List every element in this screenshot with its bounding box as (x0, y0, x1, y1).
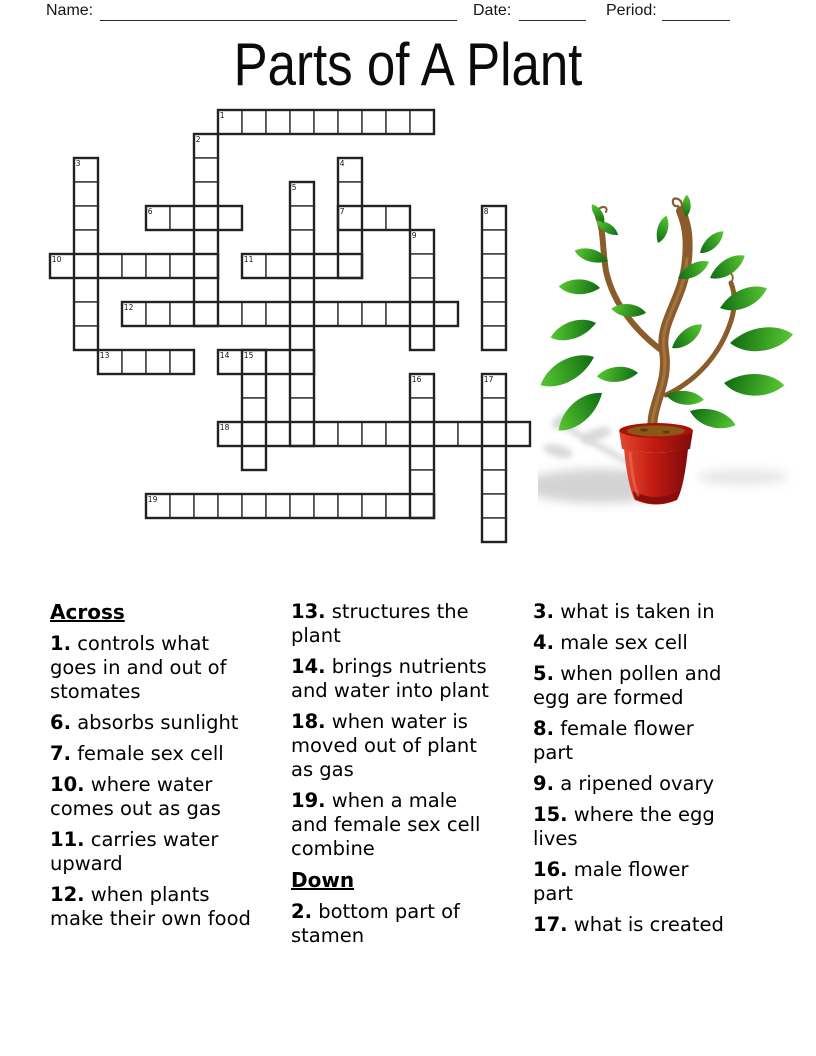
grid-cell-r16-c14[interactable] (386, 494, 410, 518)
cell-number-17: 17 (483, 375, 494, 384)
grid-cell-r9-c18[interactable] (482, 326, 506, 350)
clue-across-7: 7. female sex cell (50, 742, 224, 765)
grid-cell-r10-c10[interactable] (290, 350, 314, 374)
grid-cell-r11-c8[interactable] (242, 374, 266, 398)
grid-cell-r8-c10[interactable] (290, 302, 314, 326)
grid-cell-r9-c15[interactable] (410, 326, 434, 350)
grid-cell-r13-c13[interactable] (362, 422, 386, 446)
grid-cell-r6-c11[interactable] (314, 254, 338, 278)
grid-cell-r14-c8[interactable] (242, 446, 266, 470)
grid-cell-r5-c10[interactable] (290, 230, 314, 254)
cell-number-3: 3 (75, 159, 81, 168)
clue-down-5: 5. when pollen and egg are formed (533, 662, 722, 709)
grid-cell-r12-c15[interactable] (410, 398, 434, 422)
grid-cell-r16-c18[interactable] (482, 494, 506, 518)
grid-cell-r8-c9[interactable] (266, 302, 290, 326)
grid-cell-r6-c9[interactable] (266, 254, 290, 278)
grid-cell-r13-c15[interactable] (410, 422, 434, 446)
grid-cell-r0-c11[interactable] (314, 110, 338, 134)
cell-number-2: 2 (195, 135, 201, 144)
grid-cell-r10-c3[interactable] (122, 350, 146, 374)
grid-cell-r0-c8[interactable] (242, 110, 266, 134)
grid-cell-r13-c14[interactable] (386, 422, 410, 446)
grid-cell-r13-c12[interactable] (338, 422, 362, 446)
across-heading: Across (50, 600, 125, 624)
grid-cell-r7-c6[interactable] (194, 278, 218, 302)
grid-cell-r5-c6[interactable] (194, 230, 218, 254)
grid-cell-r10-c5[interactable] (170, 350, 194, 374)
grid-cell-r3-c12[interactable] (338, 182, 362, 206)
cell-number-11: 11 (243, 255, 254, 264)
grid-cell-r8-c14[interactable] (386, 302, 410, 326)
grid-cell-r7-c10[interactable] (290, 278, 314, 302)
grid-cell-r0-c10[interactable] (290, 110, 314, 134)
clues-column-2 (291, 600, 494, 955)
grid-cell-r12-c8[interactable] (242, 398, 266, 422)
grid-cell-r6-c15[interactable] (410, 254, 434, 278)
grid-cell-r8-c8[interactable] (242, 302, 266, 326)
grid-cell-r4-c14[interactable] (386, 206, 410, 230)
cell-number-9: 9 (411, 231, 417, 240)
grid-cell-r4-c5[interactable] (170, 206, 194, 230)
clue-across-12: 12. when plants make their own food (50, 883, 251, 930)
grid-cell-r4-c7[interactable] (218, 206, 242, 230)
grid-cell-r16-c12[interactable] (338, 494, 362, 518)
grid-cell-r6-c1[interactable] (74, 254, 98, 278)
clue-down-4: 4. male sex cell (533, 631, 688, 654)
plant-image (538, 183, 810, 513)
cell-number-8: 8 (483, 207, 489, 216)
grid-cell-r16-c10[interactable] (290, 494, 314, 518)
grid-cell-r9-c10[interactable] (290, 326, 314, 350)
grid-cell-r16-c9[interactable] (266, 494, 290, 518)
grid-cell-r13-c16[interactable] (434, 422, 458, 446)
grid-cell-r5-c1[interactable] (74, 230, 98, 254)
grid-cell-r13-c18[interactable] (482, 422, 506, 446)
grid-cell-r12-c18[interactable] (482, 398, 506, 422)
grid-cell-r8-c6[interactable] (194, 302, 218, 326)
clues-column-1 (50, 600, 255, 938)
clue-across-6: 6. absorbs sunlight (50, 711, 239, 734)
grid-cell-r6-c3[interactable] (122, 254, 146, 278)
grid-cell-r0-c14[interactable] (386, 110, 410, 134)
cell-number-15: 15 (243, 351, 254, 360)
grid-cell-r16-c11[interactable] (314, 494, 338, 518)
cell-number-10: 10 (51, 255, 62, 264)
grid-cell-r10-c9[interactable] (266, 350, 290, 374)
grid-cell-r13-c9[interactable] (266, 422, 290, 446)
clue-across-18: 18. when water is moved out of plant as gas (291, 710, 477, 781)
cell-number-4: 4 (339, 159, 345, 168)
clue-down-3: 3. what is taken in (533, 600, 715, 623)
cell-number-12: 12 (123, 303, 134, 312)
grid-cell-r17-c18[interactable] (482, 518, 506, 542)
page-title: Parts of A Plant (233, 31, 583, 98)
grid-cell-r16-c5[interactable] (170, 494, 194, 518)
grid-cell-r6-c2[interactable] (98, 254, 122, 278)
grid-cell-r4-c6[interactable] (194, 206, 218, 230)
cell-number-7: 7 (339, 207, 345, 216)
grid-cell-r8-c4[interactable] (146, 302, 170, 326)
clue-across-19: 19. when a male and female sex cell combine (291, 789, 481, 860)
grid-cell-r13-c19[interactable] (506, 422, 530, 446)
grid-cell-r0-c12[interactable] (338, 110, 362, 134)
cell-number-18: 18 (219, 423, 230, 432)
cell-number-5: 5 (291, 183, 297, 192)
crossword-grid (0, 0, 560, 570)
grid-cell-r7-c18[interactable] (482, 278, 506, 302)
grid-cell-r3-c1[interactable] (74, 182, 98, 206)
grid-cell-r4-c1[interactable] (74, 206, 98, 230)
clue-down-2: 2. bottom part of stamen (291, 900, 460, 947)
grid-cell-r15-c18[interactable] (482, 470, 506, 494)
grid-cell-r8-c16[interactable] (434, 302, 458, 326)
grid-cell-r6-c12[interactable] (338, 254, 362, 278)
grid-cell-r6-c6[interactable] (194, 254, 218, 278)
grid-cell-r5-c18[interactable] (482, 230, 506, 254)
grid-cell-r16-c13[interactable] (362, 494, 386, 518)
clue-across-11: 11. carries water upward (50, 828, 219, 875)
grid-cell-r16-c7[interactable] (218, 494, 242, 518)
grid-cell-r6-c10[interactable] (290, 254, 314, 278)
grid-cell-r6-c5[interactable] (170, 254, 194, 278)
grid-cell-r8-c1[interactable] (74, 302, 98, 326)
grid-cell-r0-c13[interactable] (362, 110, 386, 134)
grid-cell-r2-c6[interactable] (194, 158, 218, 182)
grid-cell-r9-c1[interactable] (74, 326, 98, 350)
period-blank-line (662, 3, 730, 21)
grid-cell-r16-c15[interactable] (410, 494, 434, 518)
clue-across-1: 1. controls what goes in and out of stomates (50, 632, 227, 703)
grid-cell-r8-c11[interactable] (314, 302, 338, 326)
pot-soil (627, 426, 685, 437)
clue-down-8: 8. female flower part (533, 717, 694, 764)
cell-number-16: 16 (411, 375, 422, 384)
grid-cell-r8-c7[interactable] (218, 302, 242, 326)
clue-down-15: 15. where the egg lives (533, 803, 715, 850)
grid-cell-r4-c13[interactable] (362, 206, 386, 230)
grid-cell-r7-c15[interactable] (410, 278, 434, 302)
cell-number-1: 1 (219, 111, 225, 120)
grid-cell-r0-c15[interactable] (410, 110, 434, 134)
grid-cell-r6-c4[interactable] (146, 254, 170, 278)
clues-column-3 (533, 600, 727, 944)
grid-cell-r13-c11[interactable] (314, 422, 338, 446)
grid-cell-r8-c15[interactable] (410, 302, 434, 326)
grid-cell-r6-c18[interactable] (482, 254, 506, 278)
grid-cell-r16-c8[interactable] (242, 494, 266, 518)
grid-cell-r10-c4[interactable] (146, 350, 170, 374)
grid-cell-r4-c10[interactable] (290, 206, 314, 230)
grid-cell-r13-c17[interactable] (458, 422, 482, 446)
grid-cell-r8-c13[interactable] (362, 302, 386, 326)
name-label: Name: (46, 2, 94, 19)
grid-cell-r7-c1[interactable] (74, 278, 98, 302)
cell-number-14: 14 (219, 351, 230, 360)
grid-cell-r13-c8[interactable] (242, 422, 266, 446)
period-label: Period: (606, 2, 657, 19)
cell-number-19: 19 (147, 495, 158, 504)
grid-cell-r15-c15[interactable] (410, 470, 434, 494)
grid-cell-r3-c6[interactable] (194, 182, 218, 206)
grid-cell-r0-c9[interactable] (266, 110, 290, 134)
date-label: Date: (473, 2, 512, 19)
clue-down-16: 16. male flower part (533, 858, 689, 905)
clue-down-17: 17. what is created (533, 913, 724, 936)
grid-cell-r5-c12[interactable] (338, 230, 362, 254)
grid-cell-r14-c15[interactable] (410, 446, 434, 470)
grid-cell-r8-c12[interactable] (338, 302, 362, 326)
grid-cell-r12-c10[interactable] (290, 398, 314, 422)
clue-across-14: 14. brings nutrients and water into plant (291, 655, 489, 702)
clue-down-9: 9. a ripened ovary (533, 772, 715, 795)
grid-cell-r14-c18[interactable] (482, 446, 506, 470)
grid-cell-r8-c18[interactable] (482, 302, 506, 326)
clue-across-13: 13. structures the plant (291, 600, 469, 647)
down-heading: Down (291, 868, 355, 892)
cell-number-13: 13 (99, 351, 110, 360)
cell-number-6: 6 (147, 207, 153, 216)
clue-across-10: 10. where water comes out as gas (50, 773, 221, 820)
grid-cell-r13-c10[interactable] (290, 422, 314, 446)
grid-cell-r8-c5[interactable] (170, 302, 194, 326)
grid-cell-r11-c10[interactable] (290, 374, 314, 398)
grid-cell-r16-c6[interactable] (194, 494, 218, 518)
